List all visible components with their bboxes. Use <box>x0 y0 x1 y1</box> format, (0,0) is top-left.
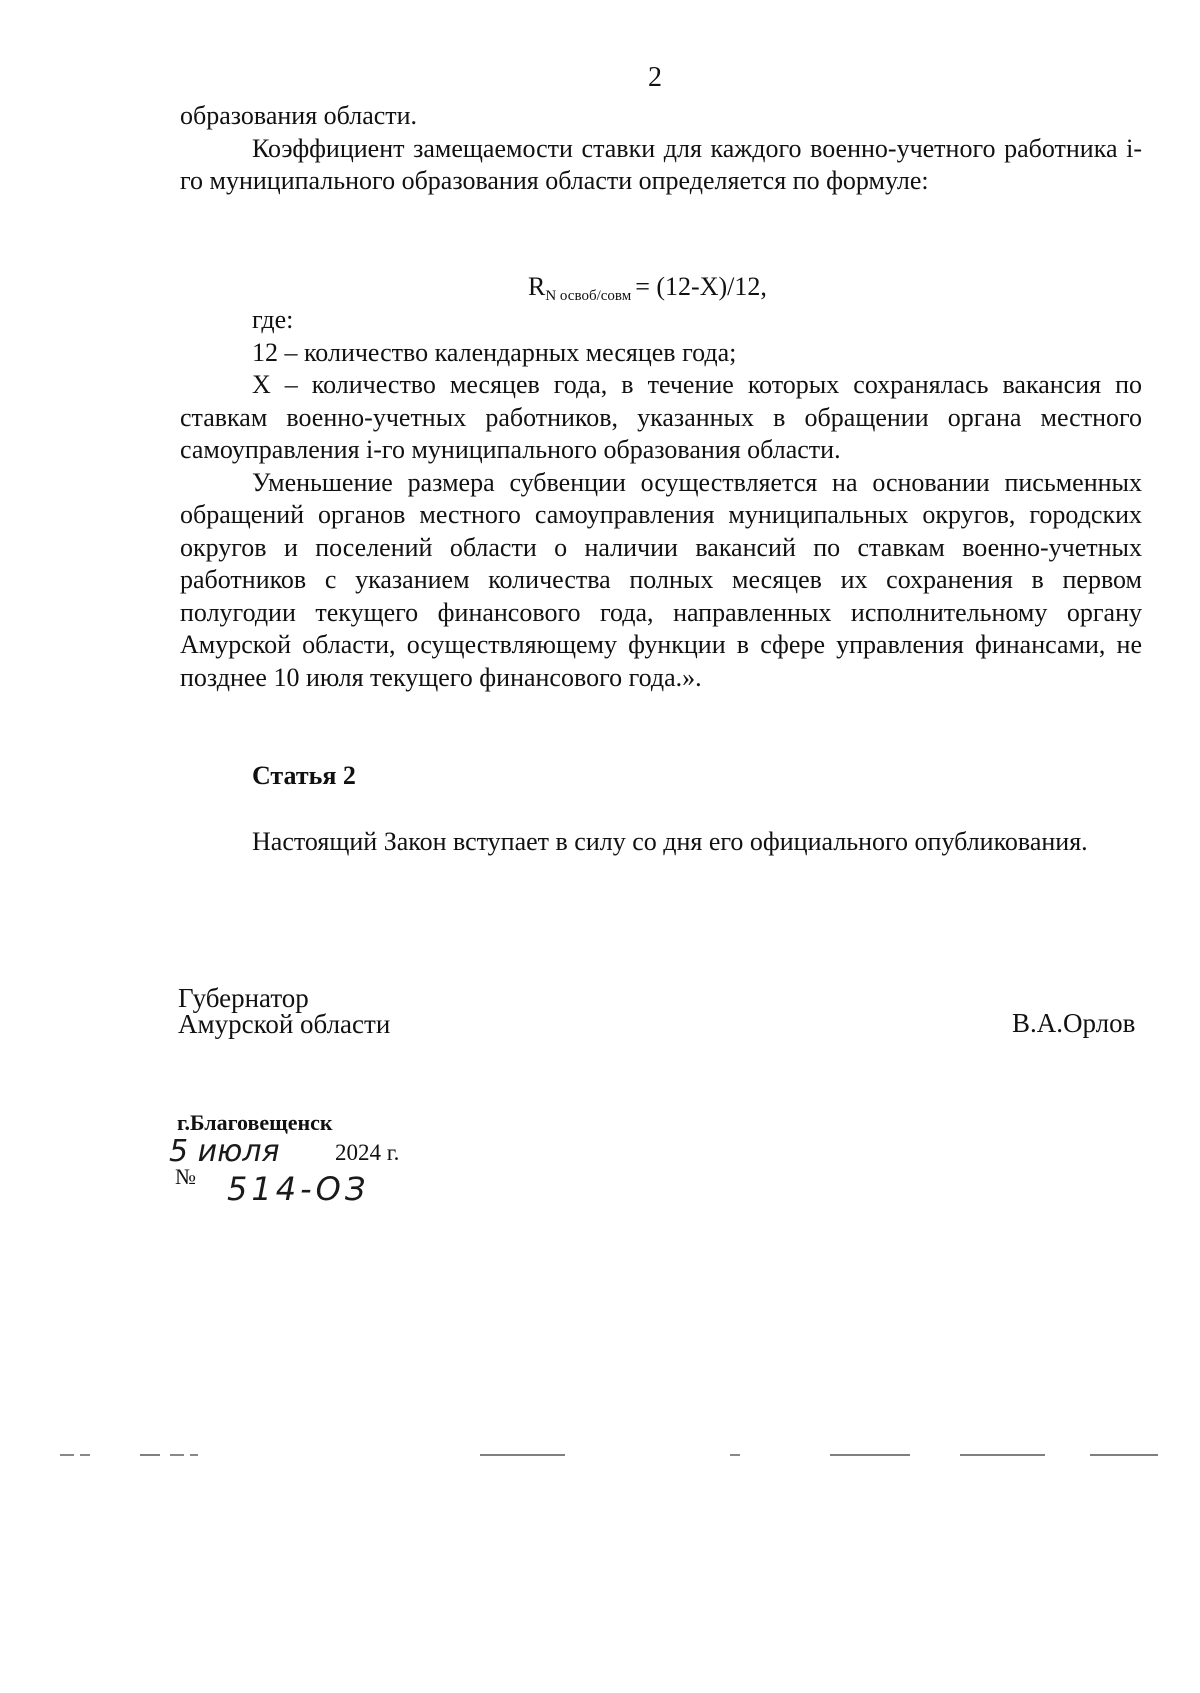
article-heading: Статья 2 <box>252 761 356 790</box>
handwritten-number: 514-ОЗ <box>227 1170 370 1208</box>
paragraph-continuation: образования области. <box>180 101 418 130</box>
paragraph-reduction: Уменьшение размера субвенции осуществляется на основании письменных обращений органов местного самоуправления муниципальных округов, городских округов и поселений области о наличии вакансий по ставкам военно-учетных работников с указанием количества полных месяцев их сохранения в первом полугодии текущего финансового года, направленных исполнительному органу Амурской области, осуществляющему функции в сфере управления финансами, не позднее 10 июля текущего финансового года.». <box>180 467 1142 692</box>
paragraph-where: где: <box>252 305 294 334</box>
signature-position-line2: Амурской области <box>178 1009 391 1039</box>
number-label: № <box>175 1164 196 1189</box>
page-number: 2 <box>648 62 662 93</box>
formula-symbol: R <box>528 272 546 301</box>
signature-position <box>178 985 390 1037</box>
paragraph-coefficient: Коэффициент замещаемости ставки для каждого военно-учетного работника i-го муниципального образования области определяется по формуле: <box>180 133 1142 195</box>
scan-artifact-lines <box>60 1452 1160 1458</box>
signature-position-line1: Губернатор <box>178 983 309 1013</box>
formula <box>528 272 767 302</box>
paragraph-entry-into-force: Настоящий Закон вступает в силу со дня его официального опубликования. <box>252 827 1088 856</box>
signature-name: В.А.Орлов <box>1012 1008 1136 1038</box>
text-block-top <box>180 100 1142 198</box>
text-block-middle <box>180 304 1142 694</box>
text-block-article2 <box>180 826 1142 859</box>
paragraph-x-definition: Х – количество месяцев года, в течение которых сохранялась вакансия по ставкам военно-учетных работников, указанных в обращении органа местного самоуправления i-го муниципального образования области. <box>180 370 1142 464</box>
year: 2024 г. <box>335 1140 400 1165</box>
city: г.Благовещенск <box>177 1110 333 1135</box>
handwritten-day: 5 июля <box>169 1134 280 1169</box>
formula-expression: = (12-Х)/12, <box>635 272 767 301</box>
formula-subscript: N освоб/совм <box>545 288 632 304</box>
paragraph-months: 12 – количество календарных месяцев года; <box>252 337 737 367</box>
